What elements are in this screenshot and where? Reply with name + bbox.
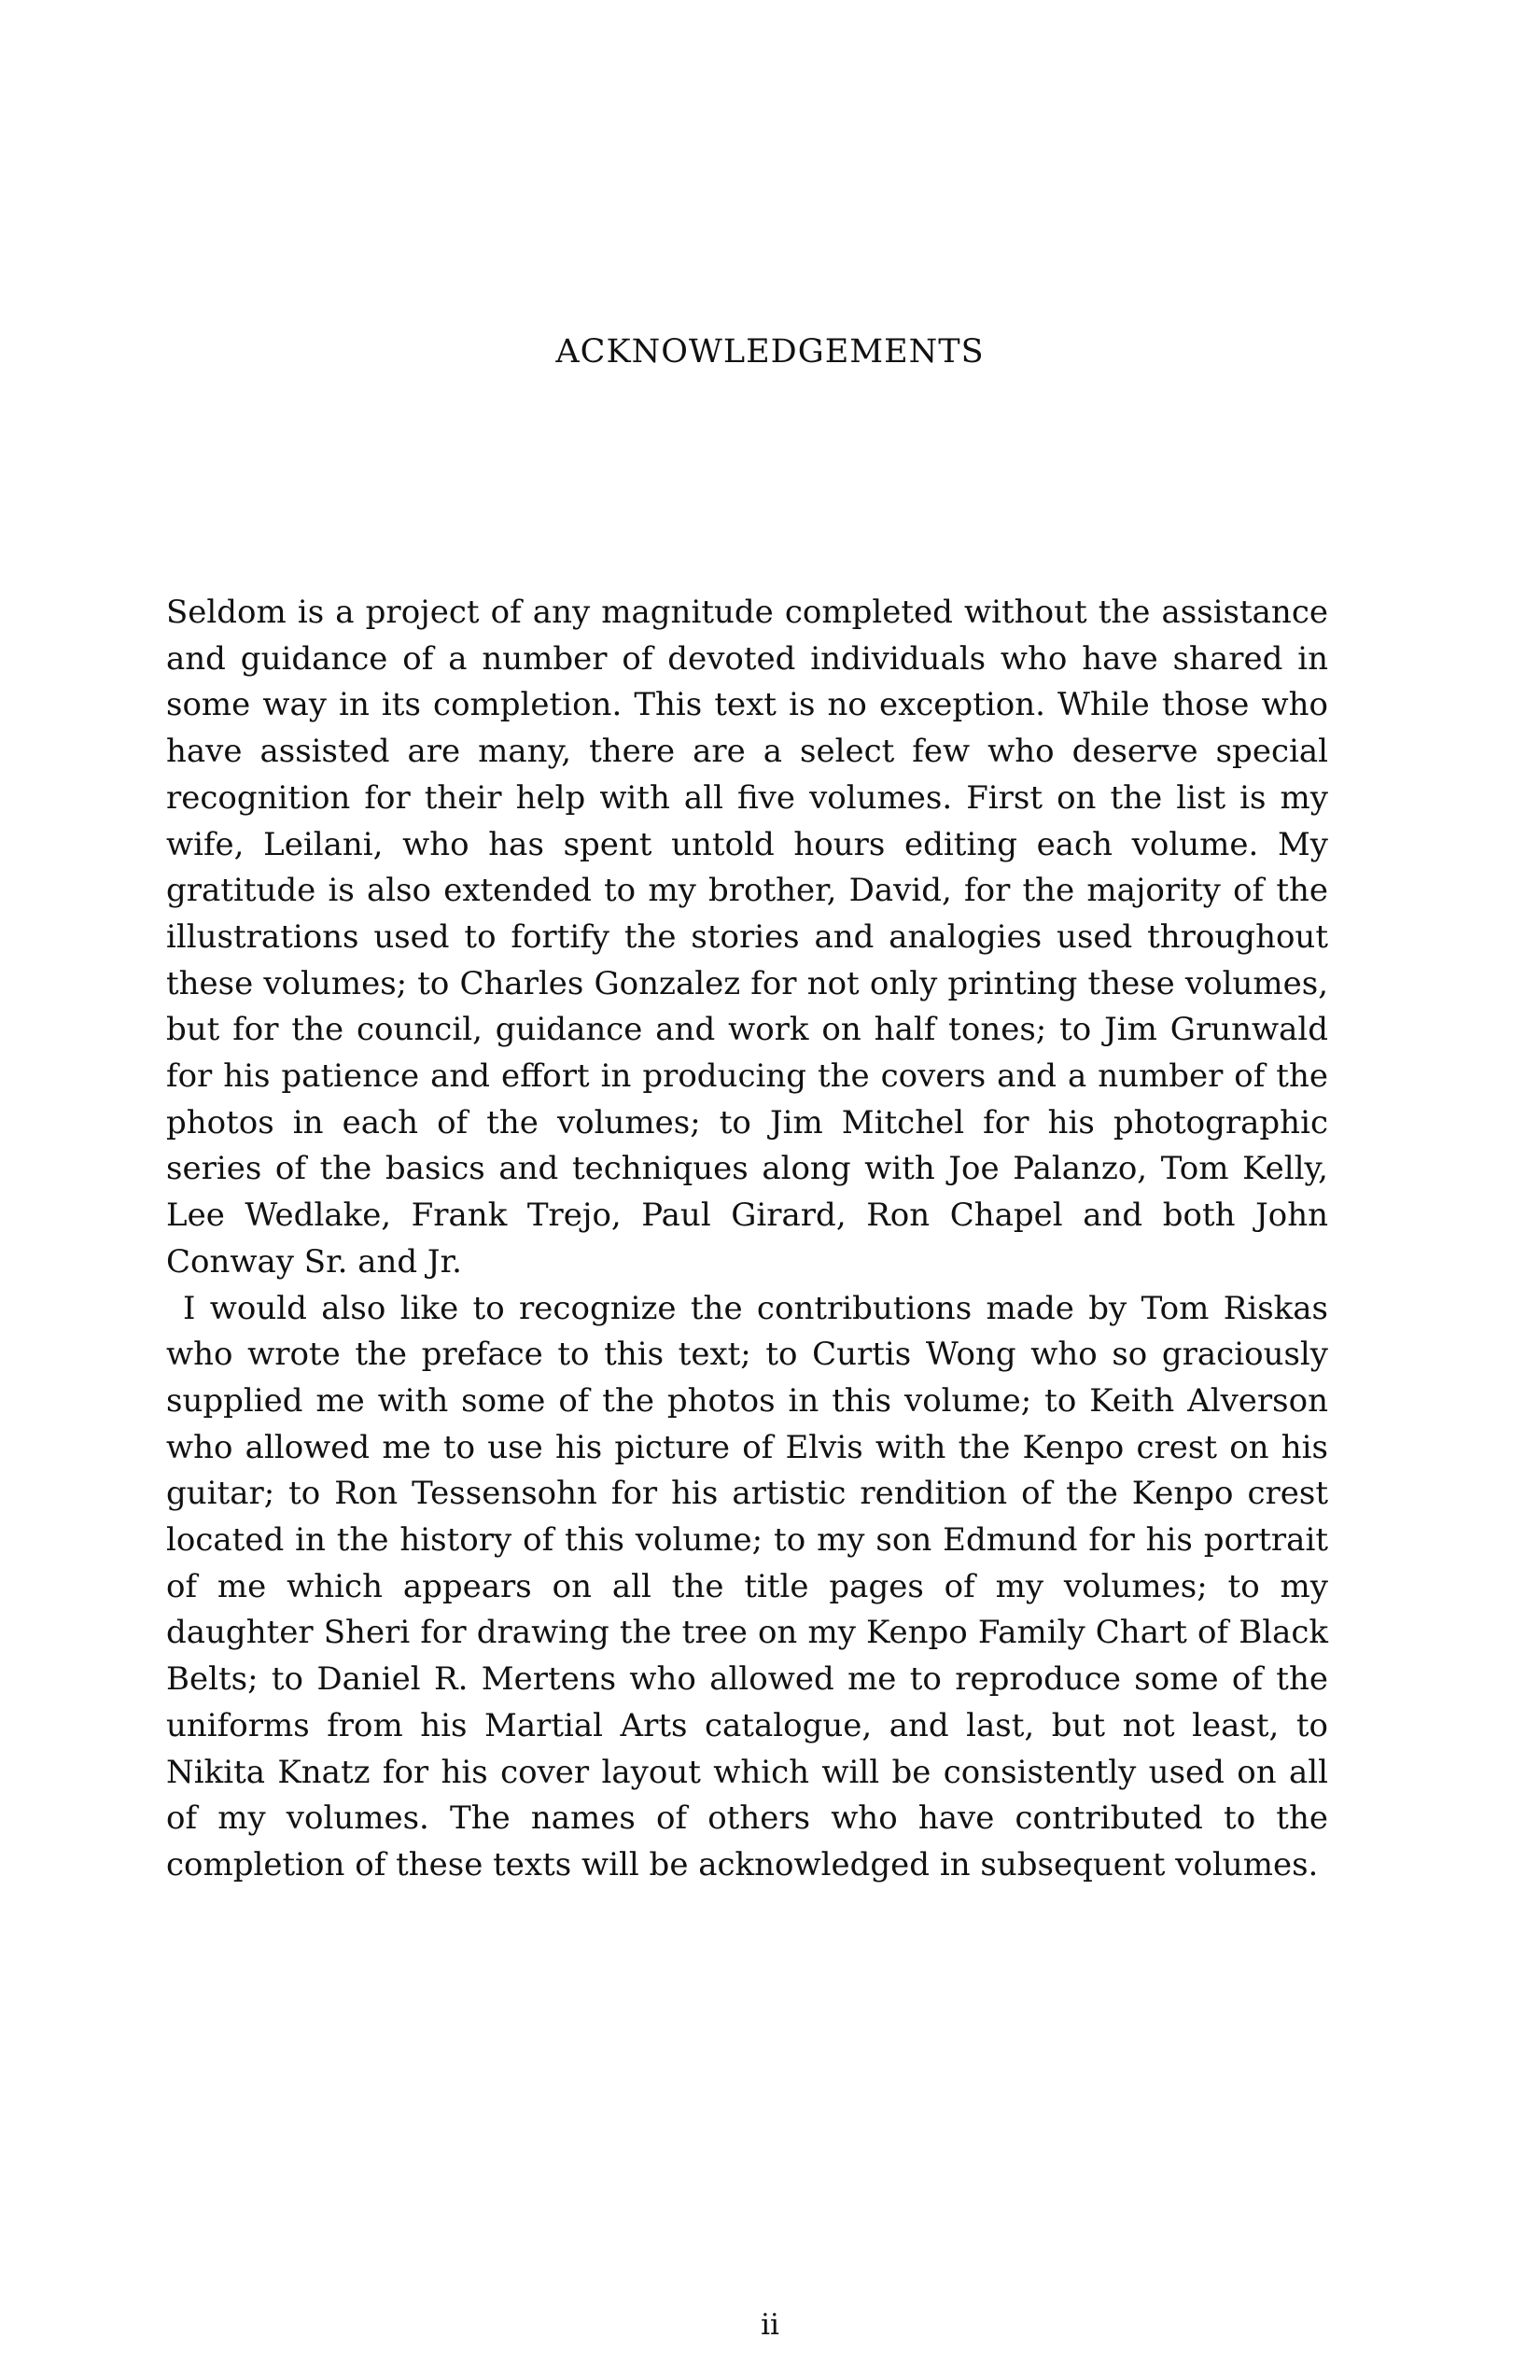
paragraph: I would also like to recognize the contributions made by Tom Riskas who wrote the preface to this text; to Curtis Wong who so graciously supplied me with some of the photos in this volume; to Keith Alverson who allowed me to use his picture of Elvis with the Kenpo crest on his guitar; to Ron Tessensohn for his artistic rendition of the Kenpo crest located in the history of this volume; to my son Edmund for his portrait of me which appears on all the title pages of my volumes; to my daughter Sheri for drawing the tree on my Kenpo Family Chart of Black Belts; to Daniel R. Mertens who allowed me to reproduce some of the uniforms from his Martial Arts catalogue, and last, but not least, to Nikita Knatz for his cover layout which will be consistently used on all of my volumes. The names of others who have contributed to the completion of these texts will be acknowledged in subsequent volumes. xyxy=(166,1289,1328,1883)
page-number: ii xyxy=(761,2308,779,2342)
body-text xyxy=(166,590,1328,1889)
paragraph: Seldom is a project of any magnitude completed without the assistance and guidance of a number of devoted individuals who have shared in some way in its completion. This text is no exception. While those who have assisted are many, there are a select few who deserve special recognition for their help with all five volumes. First on the list is my wife, Leilani, who has spent untold hours editing each volume. My gratitude is also extended to my brother, David, for the majority of the illustrations used to fortify the stories and analogies used throughout these volumes; to Charles Gonzalez for not only printing these volumes, but for the council, guidance and work on half tones; to Jim Grunwald for his patience and effort in producing the covers and a number of the photos in each of the volumes; to Jim Mitchel for his photographic series of the basics and techniques along with Joe Palanzo, Tom Kelly, Lee Wedlake, Frank Trejo, Paul Girard, Ron Chapel and both John Conway Sr. and Jr. xyxy=(166,594,1328,1281)
page-title: ACKNOWLEDGEMENTS xyxy=(555,333,985,371)
